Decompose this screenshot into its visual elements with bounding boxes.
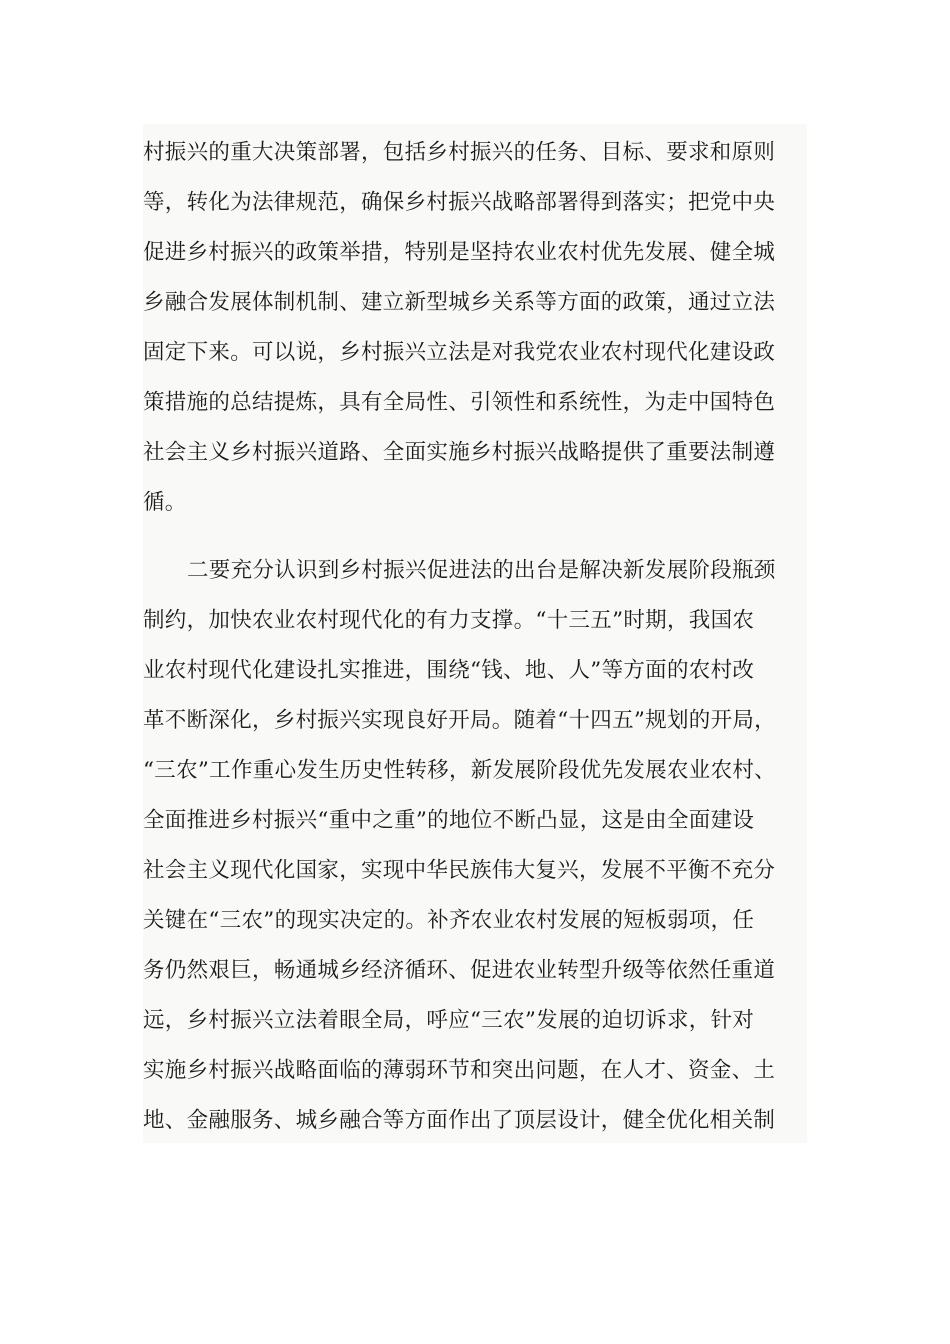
paragraph-1-line-4: 乡融合发展体制机制、建立新型城乡关系等方面的政策，通过立法 [143, 290, 776, 315]
paragraph-2-line-1: 二要充分认识到乡村振兴促进法的出台是解决新发展阶段瓶颈 [187, 558, 776, 583]
paragraph-2-line-3: 业农村现代化建设扎实推进，围绕“钱、地、人”等方面的农村改 [143, 658, 755, 683]
paragraph-1-line-7: 社会主义乡村振兴道路、全面实施乡村振兴战略提供了重要法制遵 [143, 440, 776, 465]
paragraph-2-line-10: 远，乡村振兴立法着眼全局，呼应“三农”发展的迫切诉求，针对 [143, 1008, 755, 1033]
paragraph-2-line-6: 全面推进乡村振兴“重中之重”的地位不断凸显，这是由全面建设 [143, 808, 755, 833]
paragraph-2-line-7: 社会主义现代化国家，实现中华民族伟大复兴，发展不平衡不充分 [143, 858, 776, 883]
paragraph-2-line-4: 革不断深化，乡村振兴实现良好开局。随着“十四五”规划的开局， [143, 708, 776, 733]
paragraph-1-line-3: 促进乡村振兴的政策举措，特别是坚持农业农村优先发展、健全城 [143, 240, 776, 265]
paragraph-2-line-9: 务仍然艰巨，畅通城乡经济循环、促进农业转型升级等依然任重道 [143, 958, 776, 983]
paragraph-2-line-12: 地、金融服务、城乡融合等方面作出了顶层设计，健全优化相关制 [143, 1108, 776, 1133]
paragraph-2-line-2: 制约，加快农业农村现代化的有力支撑。“十三五”时期，我国农 [143, 608, 755, 633]
paragraph-1-line-2: 等，转化为法律规范，确保乡村振兴战略部署得到落实；把党中央 [143, 190, 776, 215]
paragraph-2-line-11: 实施乡村振兴战略面临的薄弱环节和突出问题，在人才、资金、土 [143, 1058, 776, 1083]
document-text-block [143, 124, 807, 1143]
paragraph-1-line-1: 村振兴的重大决策部署，包括乡村振兴的任务、目标、要求和原则 [143, 140, 776, 165]
paragraph-2-line-8: 关键在“三农”的现实决定的。补齐农业农村发展的短板弱项，任 [143, 908, 755, 933]
paragraph-1-line-8: 循。 [143, 490, 187, 515]
paragraph-2-line-5: “三农”工作重心发生历史性转移，新发展阶段优先发展农业农村、 [143, 758, 776, 783]
paragraph-1-line-5: 固定下来。可以说，乡村振兴立法是对我党农业农村现代化建设政 [143, 340, 776, 365]
paragraph-1-line-6: 策措施的总结提炼，具有全局性、引领性和系统性，为走中国特色 [143, 390, 776, 415]
